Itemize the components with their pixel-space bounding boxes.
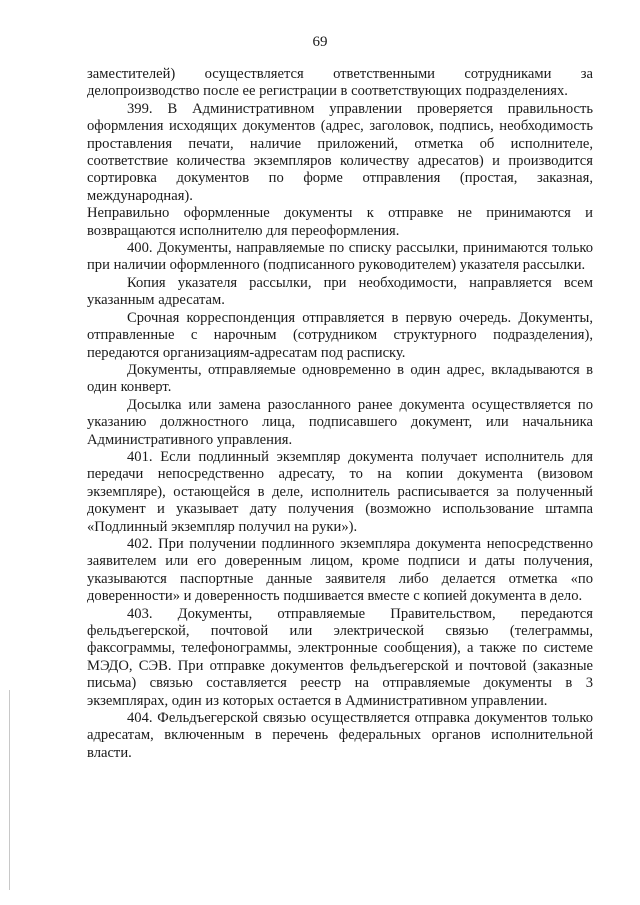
document-body — [87, 66, 593, 762]
scan-margin-line — [9, 690, 10, 890]
paragraph: Копия указателя рассылки, при необходимости, направляется всем указанным адресатам. — [87, 274, 593, 309]
paragraph: 402. При получении подлинного экземпляра документа непосредственно заявителем или его доверенным лицом, кроме подписи и даты получения, указываются паспортные данные заявителя либо делается отметка «по доверенности» и доверенность подшивается вместе с копией документа в дело. — [87, 535, 593, 605]
paragraph: Неправильно оформленные документы к отправке не принимаются и возвращаются исполнителю для переоформления. — [87, 205, 593, 239]
paragraph: Срочная корреспонденция отправляется в первую очередь. Документы, отправленные с нарочным (сотрудником структурного подразделения), передаются организациям-адресатам под расписку. — [87, 309, 593, 361]
paragraph: 399. В Административном управлении проверяется правильность оформления исходящих документов (адрес, заголовок, подпись, необходимость проставления печати, наличие приложений, отметка об исполнителе, соответствие количества экземпляров количеству адресатов) и производится сортировка документов по форме отправления (простая, заказная, международная). — [87, 100, 593, 204]
paragraph: заместителей) осуществляется ответственными сотрудниками за делопроизводство после ее регистрации в соответствующих подразделениях. — [87, 66, 593, 100]
page-number: 69 — [312, 34, 328, 50]
paragraph: 404. Фельдъегерской связью осуществляется отправка документов только адресатам, включенным в перечень федеральных органов исполнительной власти. — [87, 710, 593, 761]
paragraph: 400. Документы, направляемые по списку рассылки, принимаются только при наличии оформленного (подписанного руководителем) указателя рассылки. — [87, 240, 593, 274]
paragraph: 401. Если подлинный экземпляр документа получает исполнитель для передачи непосредственно адресату, то на копии документа (визовом экземпляре), остающейся в деле, исполнитель расписывается за полученный документ и указывает дату получения (возможно использование штампа «Подлинный экземпляр получил на руки»). — [87, 448, 593, 535]
paragraph: 403. Документы, отправляемые Правительством, передаются фельдъегерской, почтовой или электрической связью (телеграммы, факсограммы, телефонограммы, электронные сообщения), а также по системе МЭДО, СЭВ. При отправке документов фельдъегерской и почтовой (заказные письма) связью составляется реестр на отправляемые документы в 3 экземплярах, один из которых остается в Административном управлении. — [87, 605, 593, 709]
paragraph: Документы, отправляемые одновременно в один адрес, вкладываются в один конверт. — [87, 361, 593, 396]
paragraph: Досылка или замена разосланного ранее документа осуществляется по указанию должностного лица, подписавшего документ, или начальника Административного управления. — [87, 396, 593, 448]
